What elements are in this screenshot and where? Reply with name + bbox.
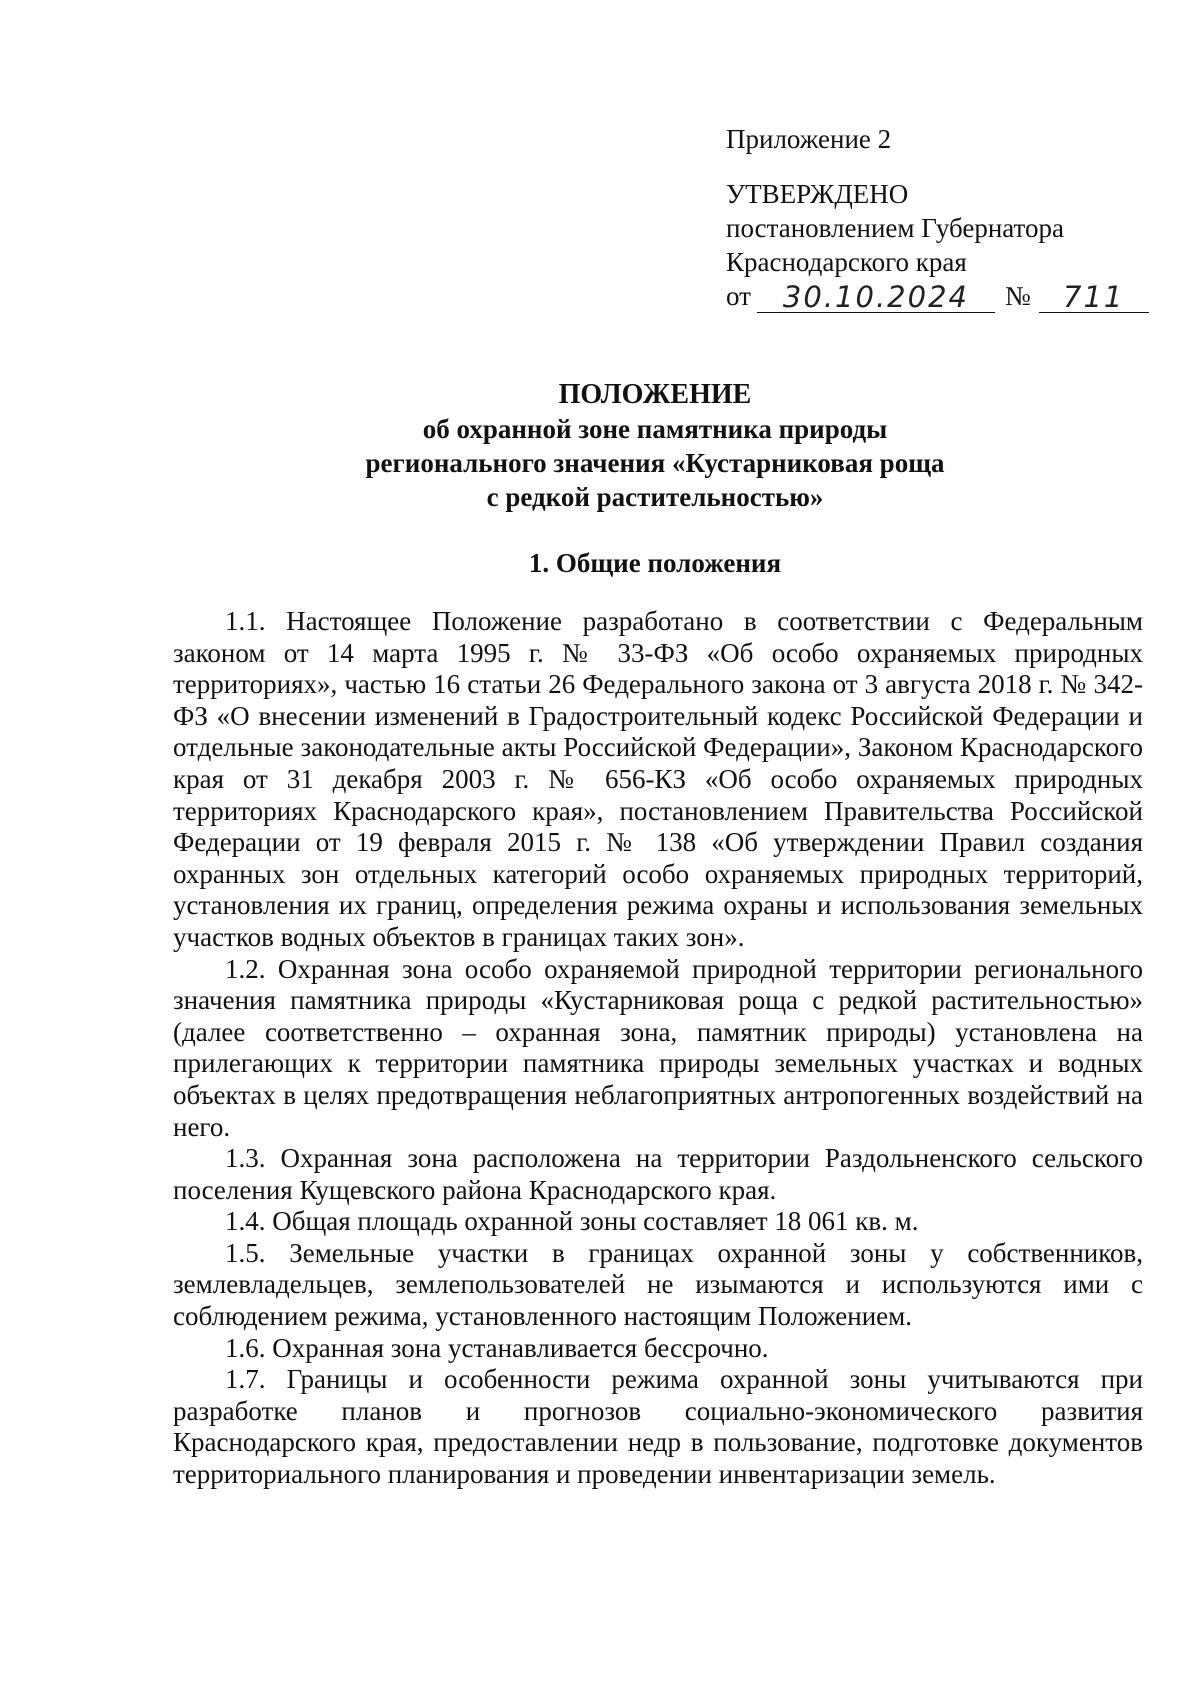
title-main: ПОЛОЖЕНИЕ — [558, 379, 752, 410]
paragraph-1-4: 1.4. Общая площадь охранной зоны составляет 18 061 кв. м. — [225, 1206, 919, 1237]
section-body — [173, 606, 1143, 1491]
date-number-row — [726, 279, 1166, 313]
paragraph-1-5: 1.5. Земельные участки в границах охранной зоны у собственников, землевладельцев, землепользователей не изымаются и используются ими с соблюдением режима, установленного настоящим Положением. — [173, 1237, 1143, 1332]
approval-stamp-block — [726, 122, 1166, 313]
section-heading: 1. Общие положения — [528, 548, 782, 578]
paragraph-1-1: 1.1. Настоящее Положение разработано в соответствии с Федеральным законом от 14 марта 1995 г. № 33-ФЗ «Об особо охраняемых природных территориях», частью 16 статьи 26 Федерального закона от 3 августа 2018 г. № 342-ФЗ «О внесении изменений в Градостроительный кодекс Российской Федерации и отдельные законодательные акты Российской Федерации», Законом Краснодарского края от 31 декабря 2003 г. № 656-КЗ «Об особо охраняемых природных территориях Краснодарского края», постановлением Правительства Российской Федерации от 19 февраля 2015 г. № 138 «Об утверждении Правил создания охранных зон отдельных категорий особо охраняемых природных территорий, установления их границ, определения режима охраны и использования земельных участков водных объектов в границах таких зон». — [173, 606, 1143, 952]
document-title — [170, 378, 1140, 514]
number-label: № — [1004, 281, 1031, 311]
title-line-2: регионального значения «Кустарниковая роща — [365, 448, 945, 478]
handwritten-date: 30.10.2024 — [757, 282, 995, 313]
paragraph-1-2: 1.2. Охранная зона особо охраняемой природной территории регионального значения памятника природы «Кустарниковая роща с редкой растительностью» (далее соответственно – охранная зона, памятник природы) установлена на прилегающих к территории памятника природы земельных участках и водных объектах в целях предотвращения неблагоприятных антропогенных воздействий на него. — [173, 953, 1143, 1142]
paragraph-1-6: 1.6. Охранная зона устанавливается бессрочно. — [225, 1332, 769, 1363]
paragraph-1-7: 1.7. Границы и особенности режима охранной зоны учитываются при разработке планов и прогнозов социально-экономического развития Краснодарского края, предоставлении недр в пользование, подготовке документов территориального планирования и проведении инвентаризации земель. — [173, 1364, 1143, 1490]
date-prefix: от — [726, 281, 751, 311]
approved-label: УТВЕРЖДЕНО — [726, 179, 909, 209]
title-line-1: об охранной зоне памятника природы — [422, 414, 888, 444]
paragraph-1-3: 1.3. Охранная зона расположена на территории Раздольненского сельского поселения Кущевского района Краснодарского края. — [173, 1143, 1143, 1205]
appendix-label: Приложение 2 — [726, 124, 892, 154]
title-line-3: с редкой растительностью» — [486, 482, 824, 512]
approved-by-line1: постановлением Губернатора — [726, 213, 1064, 243]
handwritten-number: 711 — [1039, 282, 1149, 313]
approved-by-line2: Краснодарского края — [726, 247, 967, 277]
